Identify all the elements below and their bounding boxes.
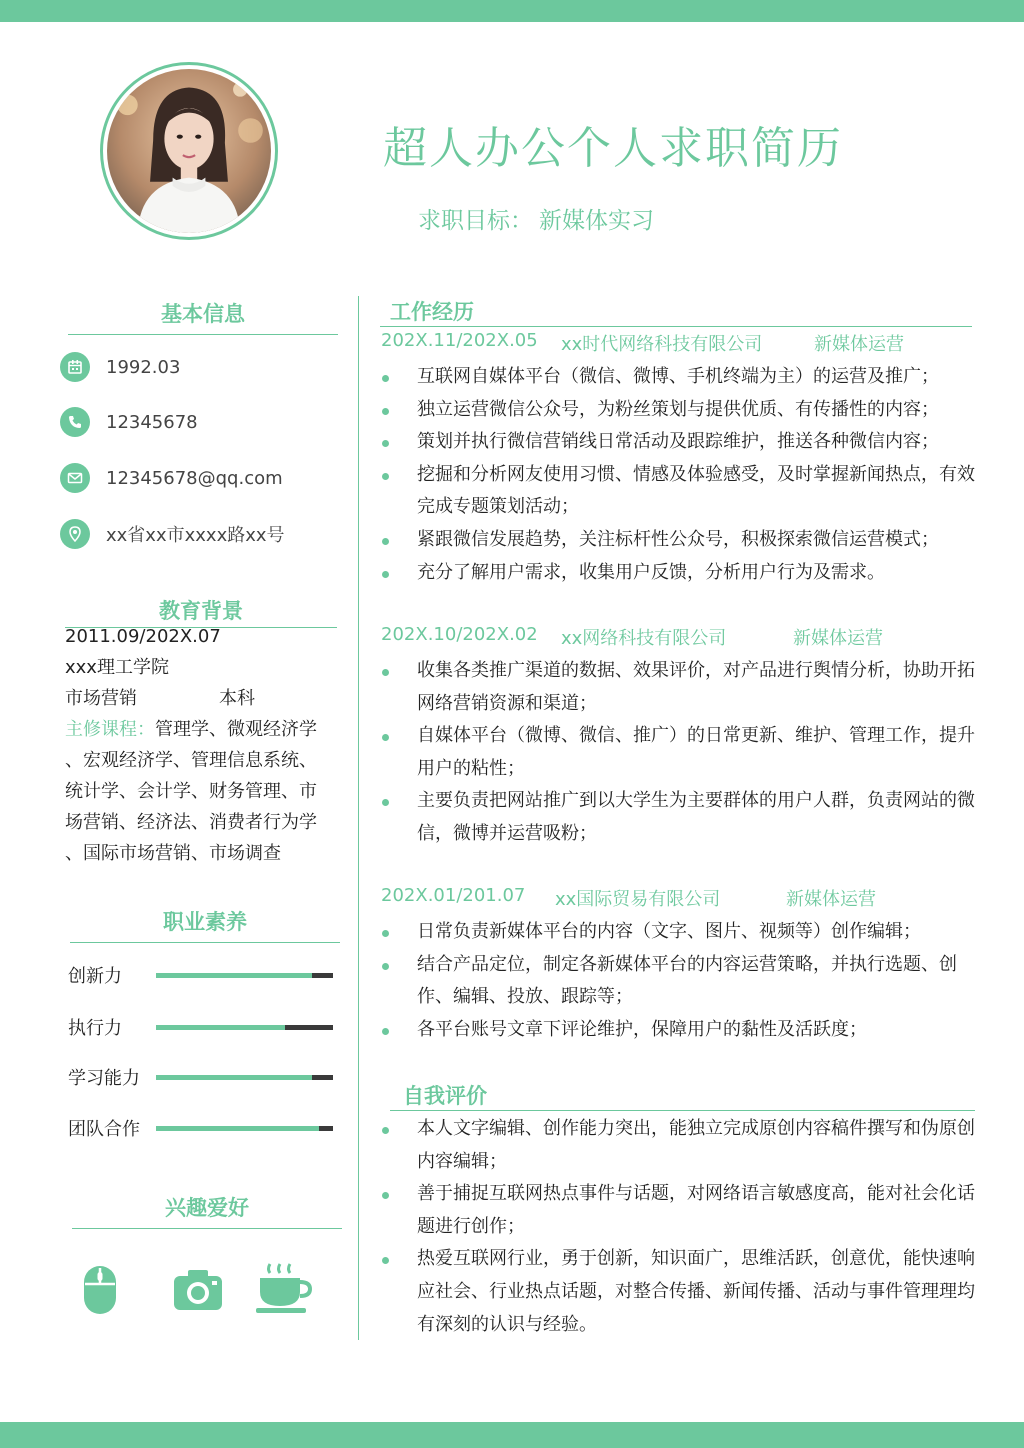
- list-item: 本人文字编辑、创作能力突出，能独立完成原创内容稿件撰写和伪原创内容编辑；: [380, 1113, 980, 1178]
- job-period: 202X.10/202X.02: [381, 624, 538, 645]
- mail-icon: [60, 463, 90, 493]
- edu-courses: [65, 714, 337, 745]
- skill-bar: [156, 1126, 333, 1131]
- skill-row: [68, 1012, 334, 1042]
- section-rule: [390, 1110, 975, 1111]
- edu-courses-label: 主修课程：: [65, 719, 155, 740]
- skill-row: [68, 960, 334, 990]
- coffee-cup-icon: [254, 1262, 310, 1318]
- skill-name: 学习能力: [68, 1068, 140, 1089]
- job-period: 202X.11/202X.05: [381, 330, 538, 351]
- job-company: xx时代网络科技有限公司: [561, 334, 763, 355]
- section-heading-self-eval: 自我评价: [403, 1084, 487, 1108]
- section-basic-info: [68, 298, 338, 335]
- section-heading-work: 工作经历: [390, 300, 474, 324]
- edu-courses-line: 、宏观经济学、管理信息系统、: [65, 750, 317, 771]
- portrait-image: [107, 69, 271, 233]
- edu-school: xxx理工学院: [65, 657, 169, 678]
- section-rule: [380, 326, 972, 327]
- profile-photo: [100, 62, 278, 240]
- list-item: 结合产品定位，制定各新媒体平台的内容运营策略，并执行选题、创作、编辑、投放、跟踪等；: [380, 949, 980, 1014]
- skill-bar: [156, 1025, 333, 1030]
- camera-icon: [170, 1262, 226, 1318]
- skill-bar: [156, 1075, 333, 1080]
- job-company: xx网络科技有限公司: [561, 628, 727, 649]
- objective-label: 求职目标：: [418, 208, 533, 234]
- section-heading: 教育背景: [159, 599, 243, 623]
- info-email-value: 12345678@qq.com: [106, 467, 283, 489]
- phone-icon: [60, 407, 90, 437]
- list-item: 充分了解用户需求，收集用户反馈，分析用户行为及需求。: [380, 557, 980, 590]
- skill-name: 创新力: [68, 966, 122, 987]
- section-hobbies: [72, 1192, 342, 1229]
- info-phone-value: 12345678: [106, 411, 198, 433]
- job-duties: [380, 655, 980, 851]
- skill-name: 执行力: [68, 1018, 122, 1039]
- education-details: [65, 621, 337, 869]
- section-rule: [70, 942, 340, 943]
- info-address: [60, 518, 285, 550]
- list-item: 日常负责新媒体平台的内容（文字、图片、视频等）创作编辑；: [380, 916, 980, 949]
- list-item: 善于捕捉互联网热点事件与话题，对网络语言敏感度高，能对社会化话题进行创作；: [380, 1178, 980, 1243]
- edu-courses-line: 、国际市场营销、市场调查: [65, 843, 281, 864]
- skill-bar: [156, 973, 333, 978]
- skill-bar-fill: [156, 973, 312, 978]
- list-item: 自媒体平台（微博、微信、推广）的日常更新、维护、管理工作，提升用户的粘性；: [380, 720, 980, 785]
- location-icon: [60, 519, 90, 549]
- list-item: 挖掘和分析网友使用习惯、情感及体验感受，及时掌握新闻热点，有效完成专题策划活动；: [380, 459, 980, 524]
- job-role: 新媒体运营: [793, 628, 883, 649]
- job-company: xx国际贸易有限公司: [555, 889, 721, 910]
- self-eval-list: [380, 1113, 980, 1341]
- edu-degree: 本科: [219, 688, 255, 709]
- edu-major-row: [65, 683, 337, 714]
- bottom-accent-bar: [0, 1422, 1024, 1448]
- skill-bar-fill: [156, 1075, 312, 1080]
- list-item: 收集各类推广渠道的数据、效果评价，对产品进行舆情分析，协助开拓网络营销资源和渠道；: [380, 655, 980, 720]
- info-phone: [60, 406, 198, 438]
- skill-bar-fill: [156, 1025, 285, 1030]
- list-item: 互联网自媒体平台（微信、微博、手机终端为主）的运营及推广；: [380, 361, 980, 394]
- edu-period: 2011.09/202X.07: [65, 626, 221, 647]
- list-item: 热爱互联网行业，勇于创新，知识面广，思维活跃，创意优，能快速响应社会、行业热点话题，对整合传播、新闻传播、活动与事件管理理均有深刻的认识与经验。: [380, 1243, 980, 1341]
- list-item: 紧跟微信发展趋势，关注标杆性公众号，积极探索微信运营模式；: [380, 524, 980, 557]
- column-divider: [358, 296, 359, 1340]
- list-item: 主要负责把网站推广到以大学生为主要群体的用户人群，负责网站的微信，微博并运营吸粉；: [380, 785, 980, 850]
- job-role: 新媒体运营: [786, 889, 876, 910]
- section-heading: 基本信息: [161, 302, 245, 326]
- edu-courses-line: 管理学、微观经济学: [155, 719, 317, 740]
- skill-name: 团队合作: [68, 1119, 140, 1140]
- info-email: [60, 462, 283, 494]
- list-item: 各平台账号文章下评论维护，保障用户的黏性及活跃度；: [380, 1014, 980, 1047]
- resume-title: 超人办公个人求职简历: [383, 123, 843, 174]
- skill-row: [68, 1062, 334, 1092]
- job-duties: [380, 361, 980, 589]
- top-accent-bar: [0, 0, 1024, 22]
- section-rule: [68, 334, 338, 335]
- job-objective: [418, 202, 660, 235]
- objective-value: 新媒体实习: [539, 208, 654, 234]
- section-heading: 兴趣爱好: [165, 1196, 249, 1220]
- list-item: 独立运营微信公众号，为粉丝策划与提供优质、有传播性的内容；: [380, 394, 980, 427]
- skill-row: [68, 1113, 334, 1143]
- info-birth-value: 1992.03: [106, 356, 181, 378]
- edu-courses-line: 场营销、经济法、消费者行为学: [65, 812, 317, 833]
- section-heading: 职业素养: [163, 910, 247, 934]
- section-skills: [70, 906, 340, 943]
- section-rule: [72, 1228, 342, 1229]
- skill-bar-fill: [156, 1126, 319, 1131]
- job-period: 202X.01/201.07: [381, 885, 526, 906]
- edu-major: 市场营销: [65, 688, 137, 709]
- mouse-icon: [72, 1262, 128, 1318]
- edu-courses-line: 统计学、会计学、财务管理、市: [65, 781, 317, 802]
- info-address-value: xx省xx市xxxx路xx号: [106, 525, 285, 546]
- calendar-icon: [60, 352, 90, 382]
- list-item: 策划并执行微信营销线日常活动及跟踪维护，推送各种微信内容；: [380, 426, 980, 459]
- job-duties: [380, 916, 980, 1046]
- job-role: 新媒体运营: [814, 334, 904, 355]
- info-birth: [60, 351, 180, 383]
